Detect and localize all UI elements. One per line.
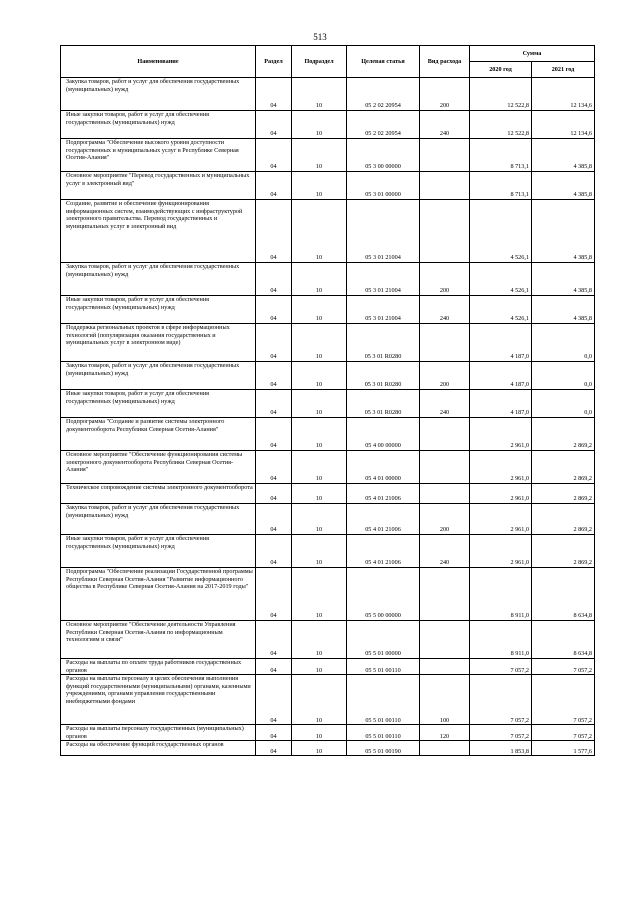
- row-subsection: 10: [292, 78, 347, 111]
- row-subsection: 10: [292, 725, 347, 741]
- table-row: [61, 675, 595, 725]
- row-amount-2021: 4 385,8: [532, 263, 595, 296]
- row-name: Расходы на выплаты персоналу государственных (муниципальных) органов: [61, 725, 256, 741]
- row-subsection: 10: [292, 111, 347, 139]
- row-name: Подпрограмма "Создание и развитие системы электронного документооборота Республики Северная Осетия-Алания": [61, 418, 256, 451]
- row-amount-2020: 8 713,1: [470, 172, 532, 200]
- row-subsection: 10: [292, 200, 347, 263]
- row-amount-2021: 12 134,6: [532, 78, 595, 111]
- row-amount-2021: 2 869,2: [532, 418, 595, 451]
- row-section: 04: [256, 78, 292, 111]
- row-target: 05 4 01 00000: [347, 451, 420, 484]
- header-subsection: Подраздел: [292, 46, 347, 78]
- header-year-2021: 2021 год: [532, 62, 595, 78]
- row-section: 04: [256, 504, 292, 535]
- row-name: Расходы на выплаты по оплате труда работников государственных органов: [61, 659, 256, 675]
- row-expense-type: 240: [420, 296, 470, 324]
- row-target: 05 3 01 R0280: [347, 390, 420, 418]
- table-row: [61, 139, 595, 172]
- row-amount-2021: 7 057,2: [532, 675, 595, 725]
- row-name: Подпрограмма "Обеспечение высокого уровня доступности государственных и муниципальных услуг в Республике Северная Осетия-Алания": [61, 139, 256, 172]
- row-name: Расходы на выплаты персоналу в целях обеспечения выполнения функций государственными (муниципальными) органами, казенными учреждениями, органами управления государственными внебюджетными фондами: [61, 675, 256, 725]
- row-subsection: 10: [292, 172, 347, 200]
- row-target: 05 5 01 00000: [347, 621, 420, 659]
- row-name: Закупка товаров, работ и услуг для обеспечения государственных (муниципальных) нужд: [61, 504, 256, 535]
- row-section: 04: [256, 418, 292, 451]
- row-section: 04: [256, 200, 292, 263]
- row-target: 05 3 01 00000: [347, 172, 420, 200]
- row-section: 04: [256, 568, 292, 621]
- header-target: Целевая статья: [347, 46, 420, 78]
- row-name: Создание, развитие и обеспечение функционирования информационных систем, взаимодействующих с инфраструктурой электронного правительства. Перевод государственных и муниципальных услуг в электронный вид: [61, 200, 256, 263]
- row-target: 05 3 01 21004: [347, 263, 420, 296]
- row-name: Основное мероприятие "Обеспечение функционирования системы электронного документооборота Республики Северная Осетия-Алания": [61, 451, 256, 484]
- table-row: [61, 451, 595, 484]
- row-subsection: 10: [292, 621, 347, 659]
- row-amount-2020: 4 187,0: [470, 390, 532, 418]
- row-name: Расходы на обеспечение функций государственных органов: [61, 741, 256, 756]
- row-amount-2020: 12 522,8: [470, 78, 532, 111]
- row-name: Основное мероприятие "Перевод государственных и муниципальных услуг в электронный вид": [61, 172, 256, 200]
- row-amount-2020: 7 057,2: [470, 659, 532, 675]
- row-amount-2020: 2 961,0: [470, 484, 532, 504]
- row-expense-type: 200: [420, 504, 470, 535]
- row-amount-2021: 4 385,8: [532, 200, 595, 263]
- row-subsection: 10: [292, 568, 347, 621]
- row-amount-2020: 4 187,0: [470, 362, 532, 390]
- row-target: 05 5 01 00110: [347, 725, 420, 741]
- row-subsection: 10: [292, 296, 347, 324]
- row-expense-type: 240: [420, 390, 470, 418]
- row-target: 05 5 01 00190: [347, 741, 420, 756]
- header-name: Наименование: [61, 46, 256, 78]
- table-row: [61, 111, 595, 139]
- row-amount-2021: 8 634,8: [532, 621, 595, 659]
- row-subsection: 10: [292, 484, 347, 504]
- row-name: Подпрограмма "Обеспечение реализации Государственной программы Республики Северная Осетия-Алания "Развитие информационного общества в Республике Северная Осетия-Алания на 2017-2019 годы": [61, 568, 256, 621]
- row-section: 04: [256, 659, 292, 675]
- row-amount-2020: 2 961,0: [470, 418, 532, 451]
- row-expense-type: 200: [420, 362, 470, 390]
- row-target: 05 3 01 R0280: [347, 362, 420, 390]
- row-amount-2020: 4 187,0: [470, 324, 532, 362]
- row-subsection: 10: [292, 741, 347, 756]
- row-section: 04: [256, 484, 292, 504]
- row-target: 05 2 02 20954: [347, 111, 420, 139]
- row-section: 04: [256, 362, 292, 390]
- row-section: 04: [256, 324, 292, 362]
- row-section: 04: [256, 725, 292, 741]
- row-name: Поддержка региональных проектов в сфере информационных технологий (популяризация оказания государственных и муниципальных услуг в электронном виде): [61, 324, 256, 362]
- table-row: [61, 172, 595, 200]
- row-subsection: 10: [292, 139, 347, 172]
- row-expense-type: 200: [420, 78, 470, 111]
- table-row: [61, 263, 595, 296]
- row-amount-2020: 7 057,2: [470, 725, 532, 741]
- row-amount-2020: 7 057,2: [470, 675, 532, 725]
- row-expense-type: 120: [420, 725, 470, 741]
- row-section: 04: [256, 390, 292, 418]
- row-expense-type: [420, 621, 470, 659]
- table-row: [61, 568, 595, 621]
- row-target: 05 4 01 21006: [347, 535, 420, 568]
- row-expense-type: [420, 659, 470, 675]
- row-amount-2021: 2 869,2: [532, 484, 595, 504]
- table-row: [61, 362, 595, 390]
- row-expense-type: [420, 568, 470, 621]
- row-target: 05 4 01 21006: [347, 504, 420, 535]
- row-amount-2021: 4 385,8: [532, 296, 595, 324]
- row-amount-2021: 4 385,8: [532, 139, 595, 172]
- row-subsection: 10: [292, 324, 347, 362]
- row-amount-2021: 7 057,2: [532, 659, 595, 675]
- row-expense-type: 100: [420, 675, 470, 725]
- table-row: [61, 200, 595, 263]
- table-row: [61, 78, 595, 111]
- row-target: 05 5 01 00110: [347, 659, 420, 675]
- row-amount-2020: 12 522,8: [470, 111, 532, 139]
- row-target: 05 2 02 20954: [347, 78, 420, 111]
- row-amount-2021: 0,0: [532, 324, 595, 362]
- row-amount-2021: 12 134,6: [532, 111, 595, 139]
- row-subsection: 10: [292, 451, 347, 484]
- row-amount-2021: 2 869,2: [532, 504, 595, 535]
- row-amount-2021: 1 577,6: [532, 741, 595, 756]
- budget-table: [60, 45, 595, 756]
- header-section: Раздел: [256, 46, 292, 78]
- row-section: 04: [256, 741, 292, 756]
- row-subsection: 10: [292, 535, 347, 568]
- row-expense-type: [420, 139, 470, 172]
- row-name: Закупка товаров, работ и услуг для обеспечения государственных (муниципальных) нужд: [61, 78, 256, 111]
- row-section: 04: [256, 111, 292, 139]
- row-section: 04: [256, 172, 292, 200]
- table-row: [61, 535, 595, 568]
- row-section: 04: [256, 451, 292, 484]
- row-amount-2021: 2 869,2: [532, 451, 595, 484]
- row-target: 05 4 00 00000: [347, 418, 420, 451]
- table-row: [61, 741, 595, 756]
- table-row: [61, 659, 595, 675]
- row-expense-type: [420, 418, 470, 451]
- row-amount-2020: 8 911,0: [470, 568, 532, 621]
- table-body: [61, 78, 595, 756]
- row-target: 05 5 01 00110: [347, 675, 420, 725]
- row-name: Закупка товаров, работ и услуг для обеспечения государственных (муниципальных) нужд: [61, 263, 256, 296]
- row-target: 05 3 01 21004: [347, 296, 420, 324]
- row-amount-2020: 1 853,8: [470, 741, 532, 756]
- row-target: 05 3 01 R0280: [347, 324, 420, 362]
- row-subsection: 10: [292, 362, 347, 390]
- row-target: 05 5 00 00000: [347, 568, 420, 621]
- row-target: 05 3 00 00000: [347, 139, 420, 172]
- row-subsection: 10: [292, 675, 347, 725]
- row-amount-2020: 2 961,0: [470, 535, 532, 568]
- row-section: 04: [256, 296, 292, 324]
- page-number: 513: [313, 32, 327, 42]
- row-amount-2020: 2 961,0: [470, 451, 532, 484]
- header-sum: Сумма: [470, 46, 595, 62]
- row-section: 04: [256, 139, 292, 172]
- row-name: Иные закупки товаров, работ и услуг для обеспечения государственных (муниципальных) нужд: [61, 111, 256, 139]
- row-section: 04: [256, 263, 292, 296]
- row-section: 04: [256, 621, 292, 659]
- row-amount-2020: 8 911,0: [470, 621, 532, 659]
- row-amount-2021: 8 634,8: [532, 568, 595, 621]
- table-row: [61, 324, 595, 362]
- row-amount-2020: 4 526,1: [470, 296, 532, 324]
- row-expense-type: [420, 484, 470, 504]
- table-row: [61, 390, 595, 418]
- row-amount-2020: 4 526,1: [470, 263, 532, 296]
- row-name: Иные закупки товаров, работ и услуг для обеспечения государственных (муниципальных) нужд: [61, 296, 256, 324]
- row-expense-type: 240: [420, 111, 470, 139]
- table-row: [61, 621, 595, 659]
- row-name: Иные закупки товаров, работ и услуг для обеспечения государственных (муниципальных) нужд: [61, 390, 256, 418]
- header-expense-type: Вид расхода: [420, 46, 470, 78]
- row-amount-2020: 8 713,1: [470, 139, 532, 172]
- row-subsection: 10: [292, 263, 347, 296]
- row-expense-type: [420, 451, 470, 484]
- row-subsection: 10: [292, 418, 347, 451]
- row-amount-2021: 7 057,2: [532, 725, 595, 741]
- row-target: 05 4 01 21006: [347, 484, 420, 504]
- table-row: [61, 504, 595, 535]
- row-name: Закупка товаров, работ и услуг для обеспечения государственных (муниципальных) нужд: [61, 362, 256, 390]
- row-amount-2021: 0,0: [532, 390, 595, 418]
- row-expense-type: 240: [420, 535, 470, 568]
- row-amount-2020: 2 961,0: [470, 504, 532, 535]
- row-amount-2021: 2 869,2: [532, 535, 595, 568]
- table-row: [61, 418, 595, 451]
- row-section: 04: [256, 535, 292, 568]
- table-row: [61, 296, 595, 324]
- row-name: Техническое сопровождение системы электронного документооборота: [61, 484, 256, 504]
- row-subsection: 10: [292, 390, 347, 418]
- row-name: Иные закупки товаров, работ и услуг для обеспечения государственных (муниципальных) нужд: [61, 535, 256, 568]
- row-subsection: 10: [292, 659, 347, 675]
- row-expense-type: [420, 324, 470, 362]
- row-expense-type: 200: [420, 263, 470, 296]
- row-amount-2021: 0,0: [532, 362, 595, 390]
- header-year-2020: 2020 год: [470, 62, 532, 78]
- row-section: 04: [256, 675, 292, 725]
- row-target: 05 3 01 21004: [347, 200, 420, 263]
- row-name: Основное мероприятие "Обеспечение деятельности Управления Республики Северная Осетия-Алания по информационным технологиям и связи": [61, 621, 256, 659]
- table-row: [61, 725, 595, 741]
- row-expense-type: [420, 741, 470, 756]
- row-amount-2020: 4 526,1: [470, 200, 532, 263]
- table-row: [61, 484, 595, 504]
- row-expense-type: [420, 200, 470, 263]
- row-amount-2021: 4 385,8: [532, 172, 595, 200]
- row-expense-type: [420, 172, 470, 200]
- row-subsection: 10: [292, 504, 347, 535]
